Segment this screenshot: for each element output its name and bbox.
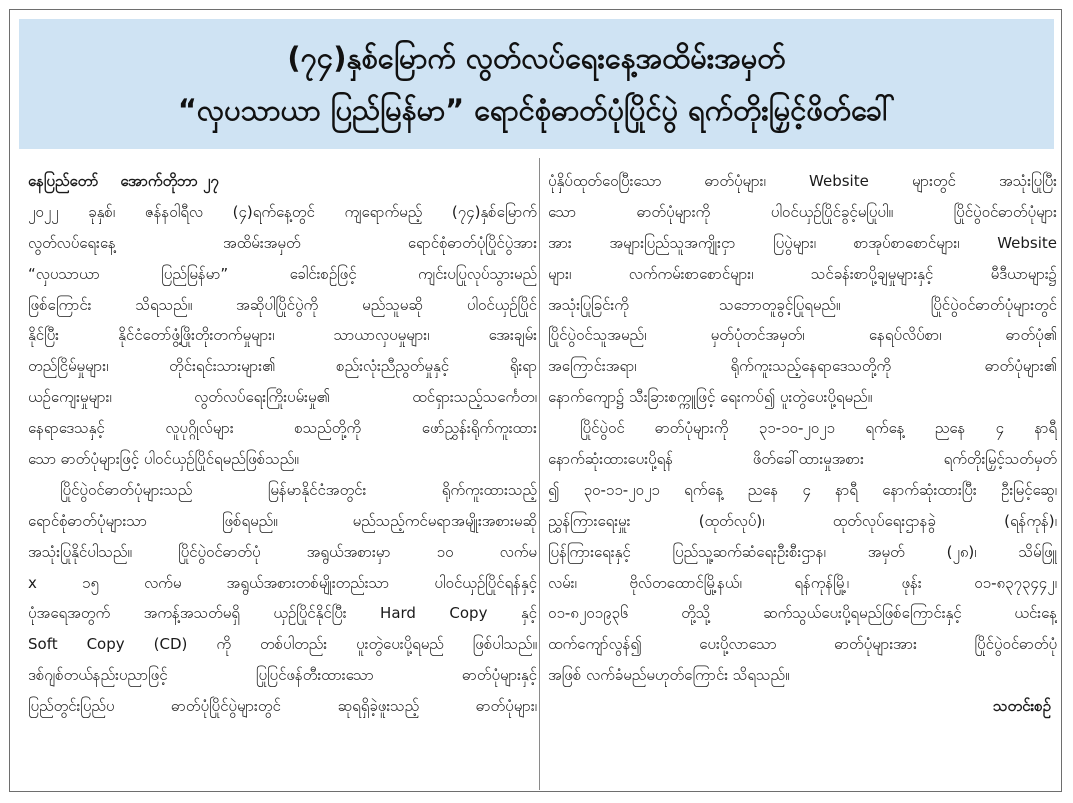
left-line-2: လွတ်လပ်ရေးနေ့ အထိမ်းအမှတ် ရောင်စုံဓာတ်ပုံပြိုင်ပွဲအား (28, 233, 537, 252)
right-line-16: ထက်ကျော်လွန်၍ ပေးပို့လာသော ဓာတ်ပုံများအား ပြိုင်ပွဲဝင်ဓာတ်ပုံ (548, 635, 1057, 654)
dateline-date: အောက်တိုဘာ ၂၇ (120, 172, 219, 190)
column-divider (539, 158, 540, 790)
right-line-5: အသုံးပြုခြင်းကို သဘောတူခွင့်ပြုရမည်။ ပြိုင်ပွဲဝင်ဓာတ်ပုံများတွင် (548, 295, 1057, 314)
right-line-17: အဖြစ် လက်ခံမည်မဟုတ်ကြောင်း သိရသည်။ (548, 666, 790, 685)
right-line-12: ညွှန်ကြားရေးမှူး (ထုတ်လုပ်)၊ ထုတ်လုပ်ရေးဌာနခွဲ (ရန်ကုန်)၊ (548, 511, 1057, 530)
right-line-2: သော ဓာတ်ပုံများကို ပါဝင်ယှဉ်ပြိုင်ခွင့်မပြုပါ။ ပြိုင်ပွဲဝင်ဓာတ်ပုံများ (548, 202, 1057, 221)
left-line-3: “လှပသာယာ ပြည်မြန်မာ” ခေါင်းစဉ်ဖြင့် ကျင်းပပြုလုပ်သွားမည် (28, 264, 537, 283)
right-line-8: နောက်ကျော၌ သီးခြားစက္ကူဖြင့် ရေးကပ်၍ ပူးတွဲပေးပို့ရမည်။ (548, 388, 873, 407)
right-line-1: ပုံနှိပ်ထုတ်ဝေပြီးသော ဓာတ်ပုံများ၊ Website များတွင် အသုံးပြုပြီး (548, 172, 1057, 190)
headline-line-2: “လှပသာယာ ပြည်မြန်မာ” ရောင်စုံဓာတ်ပုံပြိုင်ပွဲ ရက်တိုးမြှင့်ဖိတ်ခေါ် (177, 93, 896, 127)
right-line-11: ၍ ၃၀-၁၁-၂၀၂၁ ရက်နေ့ ညနေ ၄ နာရီ နောက်ဆုံးထားပြီး ဦးမြင့်ဆွေ၊ (548, 480, 1057, 499)
right-line-6: ပြိုင်ပွဲဝင်သူအမည်၊ မှတ်ပုံတင်အမှတ်၊ နေရပ်လိပ်စာ၊ ဓာတ်ပုံ၏ (548, 326, 1057, 345)
byline-signature: သတင်းစဉ် (993, 697, 1051, 716)
left-line-4: ဖြစ်ကြောင်း သိရသည်။ အဆိုပါပြိုင်ပွဲကို မည်သူမဆို ပါဝင်ယှဉ်ပြိုင် (28, 295, 537, 314)
right-line-9: ပြိုင်ပွဲဝင် ဓာတ်ပုံများကို ၃၁-၁၀-၂၀၂၁ ရက်နေ့ ညနေ ၄ နာရီ (580, 419, 1057, 438)
article-body (10, 158, 1061, 790)
right-line-14: လမ်း၊ ဗိုလ်တထောင်မြို့နယ်၊ ရန်ကုန်မြို့၊ ဖုန်း ၀၁-၈၃၇၃၄၄၂၊ (548, 573, 1057, 592)
left-line-13: x ၁၅ လက်မ အရွယ်အစားတစ်မျိုးတည်းသာ ပါဝင်ယှဉ်ပြိုင်ရန်နှင့် (28, 573, 537, 592)
article-column-right (548, 166, 1057, 786)
left-line-16: ဒစ်ဂျစ်တယ်နည်းပညာဖြင့် ပြုပြင်ဖန်တီးထားသော ဓာတ်ပုံများနှင့် (28, 666, 537, 685)
article-column-left (28, 166, 537, 786)
dateline (28, 166, 537, 197)
news-article-page (9, 9, 1062, 792)
left-line-5: နိုင်ပြီး နိုင်ငံတော်ဖွံ့ဖြိုးတိုးတက်မှုများ၊ သာယာလှပမှုများ၊ အေးချမ်း (28, 326, 537, 345)
left-line-1: ၂၀၂၂ ခုနှစ်၊ ဇန်နဝါရီလ (၄)ရက်နေ့တွင် ကျရောက်မည့် (၇၄)နှစ်မြောက် (28, 202, 537, 221)
right-line-15: ၀၁-၈၂၀၁၉၃၆ တို့သို့ ဆက်သွယ်ပေးပို့ရမည်ဖြစ်ကြောင်းနှင့် ယင်းနေ့ (548, 604, 1057, 623)
left-line-11: ရောင်စုံဓာတ်ပုံများသာ ဖြစ်ရမည်။ မည်သည့်ကင်မရာအမျိုးအစားမဆို (28, 511, 537, 530)
right-line-7: အကြောင်းအရာ၊ ရိုက်ကူးသည့်နေရာဒေသတို့ကို ဓာတ်ပုံများ၏ (548, 357, 1057, 376)
left-line-8: နေရာဒေသနှင့် လူပုဂ္ဂိုလ်များ စသည်တို့ကို ဖော်ညွှန်းရိုက်ကူးထား (28, 419, 537, 438)
right-line-3: အား အများပြည်သူအကျိုးငှာ ပြပွဲများ၊ စာအုပ်စာစောင်များ၊ Website (548, 233, 1057, 252)
left-line-15: Soft Copy (CD) ကို တစ်ပါတည်း ပူးတွဲပေးပို့ရမည် ဖြစ်ပါသည်။ (28, 635, 537, 654)
headline-line-1: (၇၄)နှစ်မြောက် လွတ်လပ်ရေးနေ့အထိမ်းအမှတ် (287, 41, 786, 75)
left-line-12: အသုံးပြုနိုင်ပါသည်။ ပြိုင်ပွဲဝင်ဓာတ်ပုံ အရွယ်အစားမှာ ၁၀ လက်မ (28, 542, 537, 561)
left-line-6: တည်ငြိမ်မှုများ၊ တိုင်းရင်းသားများ၏ စည်းလုံးညီညွတ်မှုနှင့် ရိုးရာ (28, 357, 537, 376)
right-line-10: နောက်ဆုံးထားပေးပို့ရန် ဖိတ်ခေါ်ထားမှုအစား ရက်တိုးမြှင့်သတ်မှတ် (548, 450, 1057, 469)
right-line-13: ပြန်ကြားရေးနှင့် ပြည်သူ့ဆက်ဆံရေးဦးစီးဌာန၊ အမှတ် (၂၈)၊ သိမ်ဖြူ (548, 542, 1057, 561)
left-line-9: သော ဓာတ်ပုံများဖြင့် ပါဝင်ယှဉ်ပြိုင်ရမည်ဖြစ်သည်။ (28, 450, 299, 469)
left-line-7: ယဉ်ကျေးမှုများ၊ လွတ်လပ်ရေးကြိုးပမ်းမှု၏ ထင်ရှားသည့်သင်္ကေတ၊ (28, 388, 537, 407)
left-line-14: ပုံအရေအတွက် အကန့်အသတ်မရှိ ယှဉ်ပြိုင်နိုင်ပြီး Hard Copy နှင့် (28, 604, 537, 623)
left-line-10: ပြိုင်ပွဲဝင်ဓာတ်ပုံများသည် မြန်မာနိုင်ငံအတွင်း ရိုက်ကူးထားသည့် (60, 480, 537, 499)
right-line-4: များ၊ လက်ကမ်းစာစောင်များ၊ သင်ခန်းစာပို့ချမှုများနှင့် မီဒီယာများ၌ (548, 264, 1057, 283)
dateline-place: နေပြည်တော် (28, 172, 99, 190)
left-line-17: ပြည်တွင်းပြည်ပ ဓာတ်ပုံပြိုင်ပွဲများတွင် ဆုရရှိခဲ့ဖူးသည့် ဓာတ်ပုံများ၊ (28, 697, 537, 716)
headline-banner (19, 19, 1054, 149)
